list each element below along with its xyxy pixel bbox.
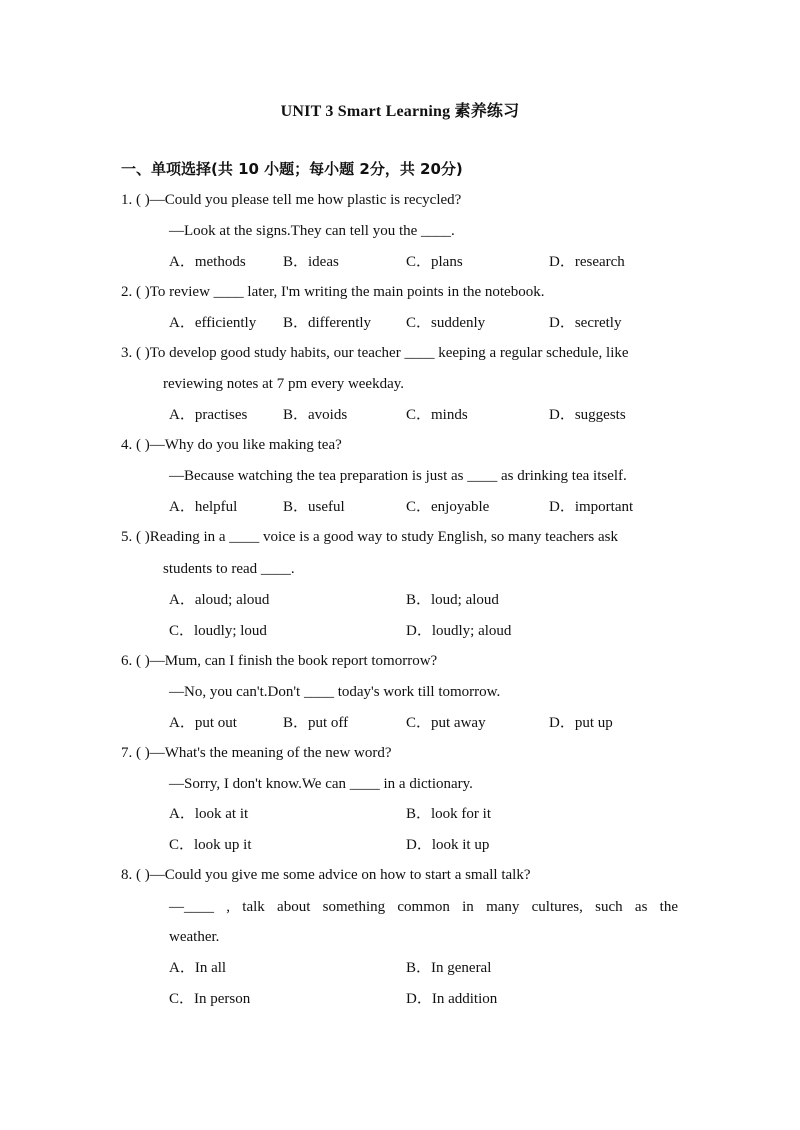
question-8-line-2: —____ , talk about something common in many cultures, such as the xyxy=(169,899,678,915)
question-1-option-b: B．ideas xyxy=(283,254,339,270)
question-3-line-2: reviewing notes at 7 pm every weekday. xyxy=(163,376,405,392)
question-3-stem: 3. ( )To develop good study habits, our teacher ____ keeping a regular schedule, like xyxy=(121,345,629,361)
question-2-option-c: C．suddenly xyxy=(406,315,486,331)
question-5-line-2: students to read ____. xyxy=(163,561,295,577)
page-title: UNIT 3 Smart Learning 素养练习 xyxy=(280,103,520,120)
question-5-option-c: C．loudly; loud xyxy=(169,623,267,639)
question-3-option-c: C．minds xyxy=(406,407,468,423)
question-1-option-d: D．research xyxy=(549,254,625,270)
question-4-line-2: —Because watching the tea preparation is just as ____ as drinking tea itself. xyxy=(169,468,627,484)
question-8-option-d: D．In addition xyxy=(406,991,498,1007)
question-6-option-b: B．put off xyxy=(283,715,349,731)
question-7-option-d: D．look it up xyxy=(406,837,490,853)
question-4-option-a: A．helpful xyxy=(169,499,238,515)
question-4-option-b: B．useful xyxy=(283,499,345,515)
question-5-option-b: B．loud; aloud xyxy=(406,592,499,608)
question-8-option-c: C．In person xyxy=(169,991,251,1007)
question-5-option-d: D．loudly; aloud xyxy=(406,623,512,639)
question-1-option-c: C．plans xyxy=(406,254,463,270)
question-1-stem: 1. ( )—Could you please tell me how plastic is recycled? xyxy=(121,192,462,208)
question-2-stem: 2. ( )To review ____ later, I'm writing the main points in the notebook. xyxy=(121,284,545,300)
question-2-option-b: B．differently xyxy=(283,315,372,331)
question-6-option-a: A．put out xyxy=(169,715,237,731)
question-6-option-d: D．put up xyxy=(549,715,613,731)
question-5-option-a: A．aloud; aloud xyxy=(169,592,270,608)
question-4-stem: 4. ( )—Why do you like making tea? xyxy=(121,437,342,453)
question-1-line-2: —Look at the signs.They can tell you the ____. xyxy=(169,223,455,239)
question-7-stem: 7. ( )—What's the meaning of the new word? xyxy=(121,745,392,761)
question-7-option-a: A．look at it xyxy=(169,806,249,822)
question-3-option-d: D．suggests xyxy=(549,407,626,423)
question-3-option-a: A．practises xyxy=(169,407,248,423)
question-8-stem: 8. ( )—Could you give me some advice on how to start a small talk? xyxy=(121,867,531,883)
question-8-line-3: weather. xyxy=(169,929,220,945)
section-heading: 一、单项选择(共 10 小题；每小题 2分，共 20分) xyxy=(121,160,463,178)
question-4-option-c: C．enjoyable xyxy=(406,499,490,515)
question-7-line-2: —Sorry, I don't know.We can ____ in a dictionary. xyxy=(169,776,473,792)
question-7-option-b: B．look for it xyxy=(406,806,491,822)
question-5-stem: 5. ( )Reading in a ____ voice is a good way to study English, so many teachers ask xyxy=(121,529,618,545)
question-6-stem: 6. ( )—Mum, can I finish the book report tomorrow? xyxy=(121,653,438,669)
question-6-line-2: —No, you can't.Don't ____ today's work till tomorrow. xyxy=(169,684,501,700)
question-6-option-c: C．put away xyxy=(406,715,486,731)
question-2-option-a: A．efficiently xyxy=(169,315,257,331)
question-2-option-d: D．secretly xyxy=(549,315,622,331)
question-8-option-a: A．In all xyxy=(169,960,227,976)
question-4-option-d: D．important xyxy=(549,499,634,515)
question-3-option-b: B．avoids xyxy=(283,407,348,423)
question-1-option-a: A．methods xyxy=(169,254,246,270)
question-7-option-c: C．look up it xyxy=(169,837,252,853)
question-8-option-b: B．In general xyxy=(406,960,492,976)
